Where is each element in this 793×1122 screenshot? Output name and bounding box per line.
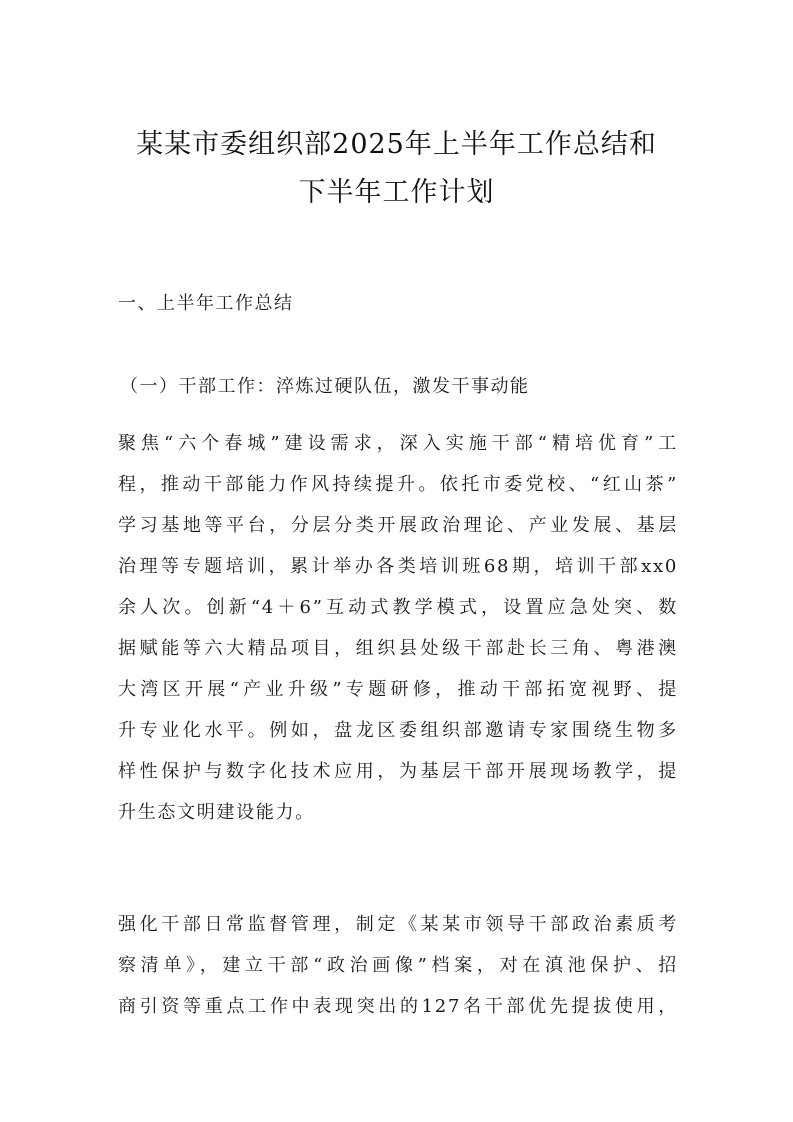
paragraph-line: 升专业化水平。例如，盘龙区委组织部邀请专家围绕生物多 <box>118 720 678 741</box>
section-heading: 一、上半年工作总结 <box>118 293 294 314</box>
paragraph-line: 强化干部日常监督管理，制定《某某市领导干部政治素质考 <box>118 914 678 935</box>
paragraph-line: 程，推动干部能力作风持续提升。依托市委党校、“红山茶” <box>118 474 678 495</box>
subsection-heading: （一）干部工作：淬炼过硬队伍，激发干事动能 <box>120 376 530 397</box>
paragraph-line: 商引资等重点工作中表现突出的127名干部优先提拔使用， <box>118 996 678 1017</box>
paragraph-1 <box>118 423 678 833</box>
document-title-line-2: 下半年工作计划 <box>298 177 495 208</box>
paragraph-line: 余人次。创新“4＋6”互动式教学模式，设置应急处突、数 <box>118 597 678 618</box>
paragraph-line: 察清单》，建立干部“政治画像”档案，对在滇池保护、招 <box>118 955 678 976</box>
paragraph-2 <box>118 904 678 1027</box>
paragraph-line: 聚焦“六个春城”建设需求，深入实施干部“精培优育”工 <box>118 433 678 454</box>
paragraph-line: 治理等专题培训，累计举办各类培训班68期，培训干部xx0 <box>118 556 678 577</box>
paragraph-line: 样性保护与数字化技术应用，为基层干部开展现场教学，提 <box>118 761 678 782</box>
paragraph-line: 大湾区开展“产业升级”专题研修，推动干部拓宽视野、提 <box>118 679 678 700</box>
paragraph-line: 据赋能等六大精品项目，组织县处级干部赴长三角、粤港澳 <box>118 638 678 659</box>
document-title-line-1: 某某市委组织部2025年上半年工作总结和 <box>136 129 657 160</box>
paragraph-line: 学习基地等平台，分层分类开展政治理论、产业发展、基层 <box>118 515 678 536</box>
paragraph-line: 升生态文明建设能力。 <box>118 802 315 823</box>
